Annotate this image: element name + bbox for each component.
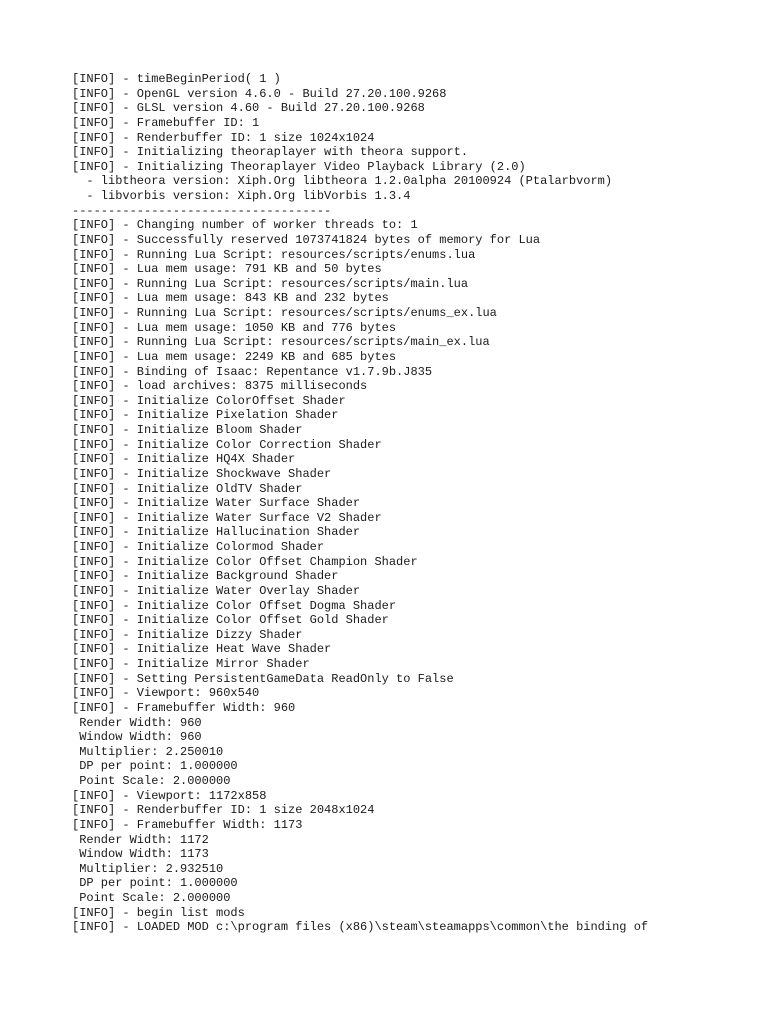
log-line: [INFO] - Initialize Water Surface V2 Shader <box>72 510 382 525</box>
log-line: [INFO] - Lua mem usage: 1050 KB and 776 bytes <box>72 320 397 335</box>
log-line: [INFO] - Viewport: 960x540 <box>72 686 260 701</box>
log-line: [INFO] - timeBeginPeriod( 1 ) <box>72 72 281 86</box>
log-line: [INFO] - Initialize HQ4X Shader <box>72 452 296 467</box>
log-line: [INFO] - Initialize Bloom Shader <box>72 423 303 437</box>
log-line: [INFO] - Framebuffer Width: 1173 <box>72 817 303 832</box>
log-line: DP per point: 1.000000 <box>72 876 238 891</box>
log-line: [INFO] - Initialize Dizzy Shader <box>72 627 303 642</box>
log-line: [INFO] - Initialize Color Offset Champion Shader <box>72 554 418 569</box>
log-line: [INFO] - Initializing Theoraplayer Video Playback Library (2.0) <box>72 159 526 174</box>
log-line: [INFO] - Running Lua Script: resources/scripts/main.lua <box>72 276 469 291</box>
log-line: [INFO] - Initialize Color Offset Gold Shader <box>72 613 389 628</box>
log-line: Point Scale: 2.000000 <box>72 774 231 788</box>
log-line: [INFO] - Running Lua Script: resources/scripts/enums_ex.lua <box>72 306 497 320</box>
log-line: [INFO] - Framebuffer Width: 960 <box>72 700 296 715</box>
log-output <box>72 72 762 935</box>
log-line: [INFO] - Framebuffer ID: 1 <box>72 115 260 130</box>
log-line: [INFO] - Initialize Hallucination Shader <box>72 525 361 540</box>
log-line: Point Scale: 2.000000 <box>72 891 231 905</box>
log-line: [INFO] - Renderbuffer ID: 1 size 2048x1024 <box>72 803 375 818</box>
log-line: [INFO] - Initialize Mirror Shader <box>72 657 310 671</box>
log-line: [INFO] - OpenGL version 4.6.0 - Build 27.20.100.9268 <box>72 86 447 101</box>
log-line: Window Width: 1173 <box>72 847 209 862</box>
log-line: [INFO] - Setting PersistentGameData ReadOnly to False <box>72 671 454 686</box>
log-line: Window Width: 960 <box>72 730 202 745</box>
log-line: [INFO] - Lua mem usage: 2249 KB and 685 bytes <box>72 349 397 364</box>
log-line: [INFO] - Initializing theoraplayer with theora support. <box>72 145 469 160</box>
log-line: [INFO] - Lua mem usage: 843 KB and 232 bytes <box>72 291 389 306</box>
log-line: DP per point: 1.000000 <box>72 759 238 774</box>
log-line: [INFO] - Initialize Color Correction Shader <box>72 437 382 452</box>
log-line: Multiplier: 2.932510 <box>72 861 224 876</box>
log-line: [INFO] - Initialize OldTV Shader <box>72 481 303 496</box>
log-line: - libvorbis version: Xiph.Org libVorbis 1.3.4 <box>72 189 411 203</box>
log-line: [INFO] - Lua mem usage: 791 KB and 50 bytes <box>72 262 382 277</box>
log-line: [INFO] - Viewport: 1172x858 <box>72 788 267 803</box>
log-line: [INFO] - Running Lua Script: resources/scripts/enums.lua <box>72 247 476 262</box>
log-line: - libtheora version: Xiph.Org libtheora 1.2.0alpha 20100924 (Ptalarbvorm) <box>72 174 613 189</box>
log-line: [INFO] - Initialize Heat Wave Shader <box>72 642 332 657</box>
log-line: [INFO] - Running Lua Script: resources/scripts/main_ex.lua <box>72 335 490 350</box>
log-line: Render Width: 1172 <box>72 832 209 847</box>
log-line: [INFO] - Initialize Background Shader <box>72 569 339 584</box>
log-line: [INFO] - Initialize Shockwave Shader <box>72 466 332 481</box>
log-line: [INFO] - load archives: 8375 milliseconds <box>72 379 368 394</box>
log-line: [INFO] - begin list mods <box>72 905 245 920</box>
log-line: [INFO] - Initialize Colormod Shader <box>72 540 325 554</box>
log-line: ------------------------------------ <box>72 203 332 218</box>
log-line: [INFO] - Initialize Pixelation Shader <box>72 408 339 423</box>
log-line: [INFO] - Changing number of worker threads to: 1 <box>72 218 418 233</box>
log-line: [INFO] - GLSL version 4.60 - Build 27.20.100.9268 <box>72 101 425 116</box>
log-line: Multiplier: 2.250010 <box>72 744 224 759</box>
log-line: [INFO] - Initialize ColorOffset Shader <box>72 393 346 408</box>
log-line: [INFO] - Initialize Color Offset Dogma Shader <box>72 598 397 613</box>
log-line: [INFO] - Renderbuffer ID: 1 size 1024x1024 <box>72 130 375 145</box>
log-line: [INFO] - Initialize Water Surface Shader <box>72 496 361 511</box>
log-line: [INFO] - LOADED MOD c:\program files (x86)\steam\steamapps\common\the binding of <box>72 920 649 935</box>
log-line: [INFO] - Successfully reserved 1073741824 bytes of memory for Lua <box>72 232 541 247</box>
log-line: [INFO] - Binding of Isaac: Repentance v1.7.9b.J835 <box>72 364 433 379</box>
log-line: [INFO] - Initialize Water Overlay Shader <box>72 583 361 598</box>
log-line: Render Width: 960 <box>72 715 202 730</box>
